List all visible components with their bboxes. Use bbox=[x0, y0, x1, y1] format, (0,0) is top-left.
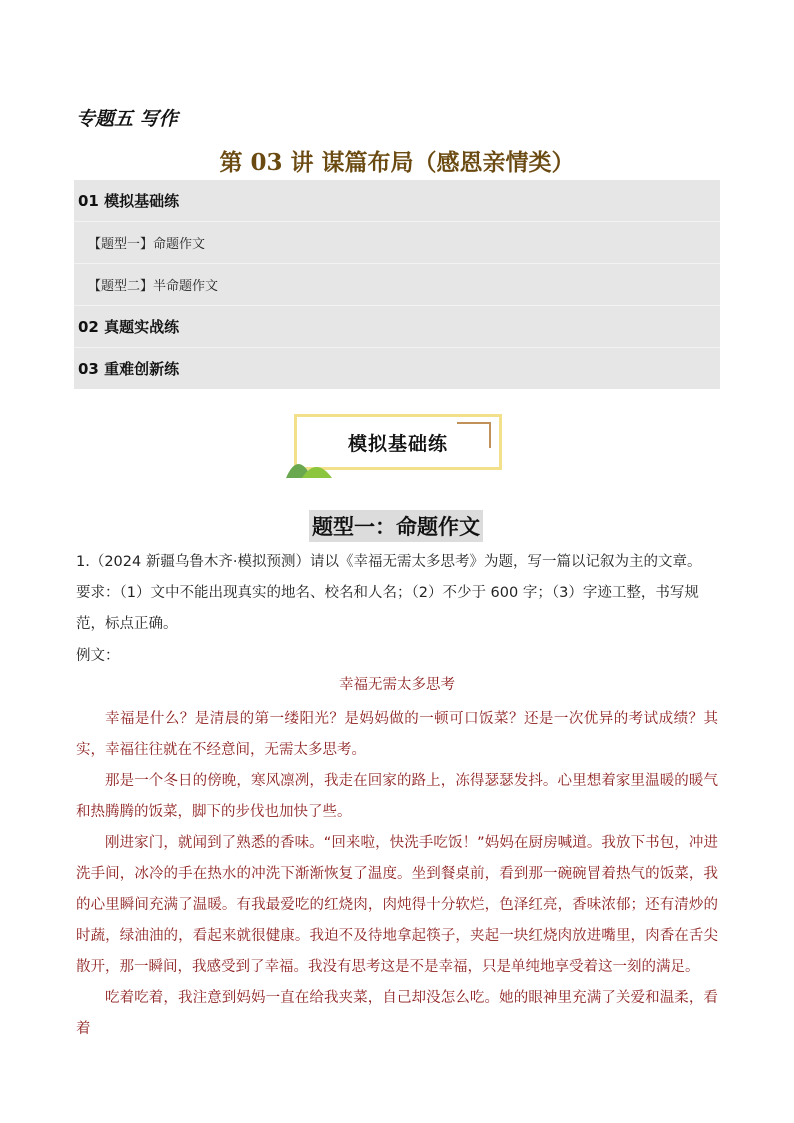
topic-label: 专题五 写作 bbox=[76, 108, 178, 130]
table-of-contents bbox=[74, 180, 720, 389]
toc-item-label: 03 重难创新练 bbox=[78, 360, 180, 378]
banner-label: 模拟基础练 bbox=[347, 432, 448, 455]
essay-paragraph: 那是一个冬日的傍晚，寒风凛冽，我走在回家的路上，冻得瑟瑟发抖。心里想着家里温暖的暖气和热腾腾的饭菜，脚下的步伐也加快了些。 bbox=[76, 773, 718, 820]
section-heading: 题型一：命题作文 bbox=[309, 510, 483, 542]
hills-icon bbox=[284, 446, 334, 480]
toc-item-02[interactable] bbox=[74, 306, 720, 348]
essay-body bbox=[76, 704, 718, 1045]
lecture-title: 第 03 讲 谋篇布局（感恩亲情类） bbox=[219, 149, 575, 176]
toc-item-label: 01 模拟基础练 bbox=[78, 192, 180, 210]
essay-paragraph: 刚进家门，就闻到了熟悉的香味。“回来啦，快洗手吃饭！”妈妈在厨房喊道。我放下书包，冲进洗手间，冰冷的手在热水的冲洗下渐渐恢复了温度。坐到餐桌前，看到那一碗碗冒着热气的饭菜，我的心里瞬间充满了温暖。有我最爱吃的红烧肉，肉炖得十分软烂，色泽红亮，香味浓郁；还有清炒的时蔬，绿油油的，看起来就很健康。我迫不及待地拿起筷子，夹起一块红烧肉放进嘴里，肉香在舌尖散开，那一瞬间，我感受到了幸福。我没有思考这是不是幸福，只是单纯地享受着这一刻的满足。 bbox=[76, 835, 718, 975]
toc-item-type1[interactable] bbox=[74, 222, 720, 264]
toc-item-03[interactable] bbox=[74, 348, 720, 389]
essay-title: 幸福无需太多思考 bbox=[339, 677, 455, 693]
example-label: 例文： bbox=[76, 648, 120, 664]
toc-item-label: 【题型一】命题作文 bbox=[88, 237, 206, 252]
essay-paragraph: 幸福是什么？是清晨的第一缕阳光？是妈妈做的一顿可口饭菜？还是一次优异的考试成绩？其实，幸福往往就在不经意间，无需太多思考。 bbox=[76, 711, 718, 758]
toc-item-label: 【题型二】半命题作文 bbox=[88, 279, 219, 294]
essay-paragraph: 吃着吃着，我注意到妈妈一直在给我夹菜，自己却没怎么吃。她的眼神里充满了关爱和温柔，看着 bbox=[76, 990, 718, 1037]
toc-item-type2[interactable] bbox=[74, 264, 720, 306]
question-requirements: 要求：（1）文中不能出现真实的地名、校名和人名；（2）不少于 600 字；（3）字迹工整，书写规范，标点正确。 bbox=[76, 585, 699, 632]
toc-item-01[interactable] bbox=[74, 180, 720, 222]
question-prompt: 1.（2024 新疆乌鲁木齐·模拟预测）请以《幸福无需太多思考》为题，写一篇以记叙为主的文章。 bbox=[76, 554, 702, 570]
toc-item-label: 02 真题实战练 bbox=[78, 318, 180, 336]
